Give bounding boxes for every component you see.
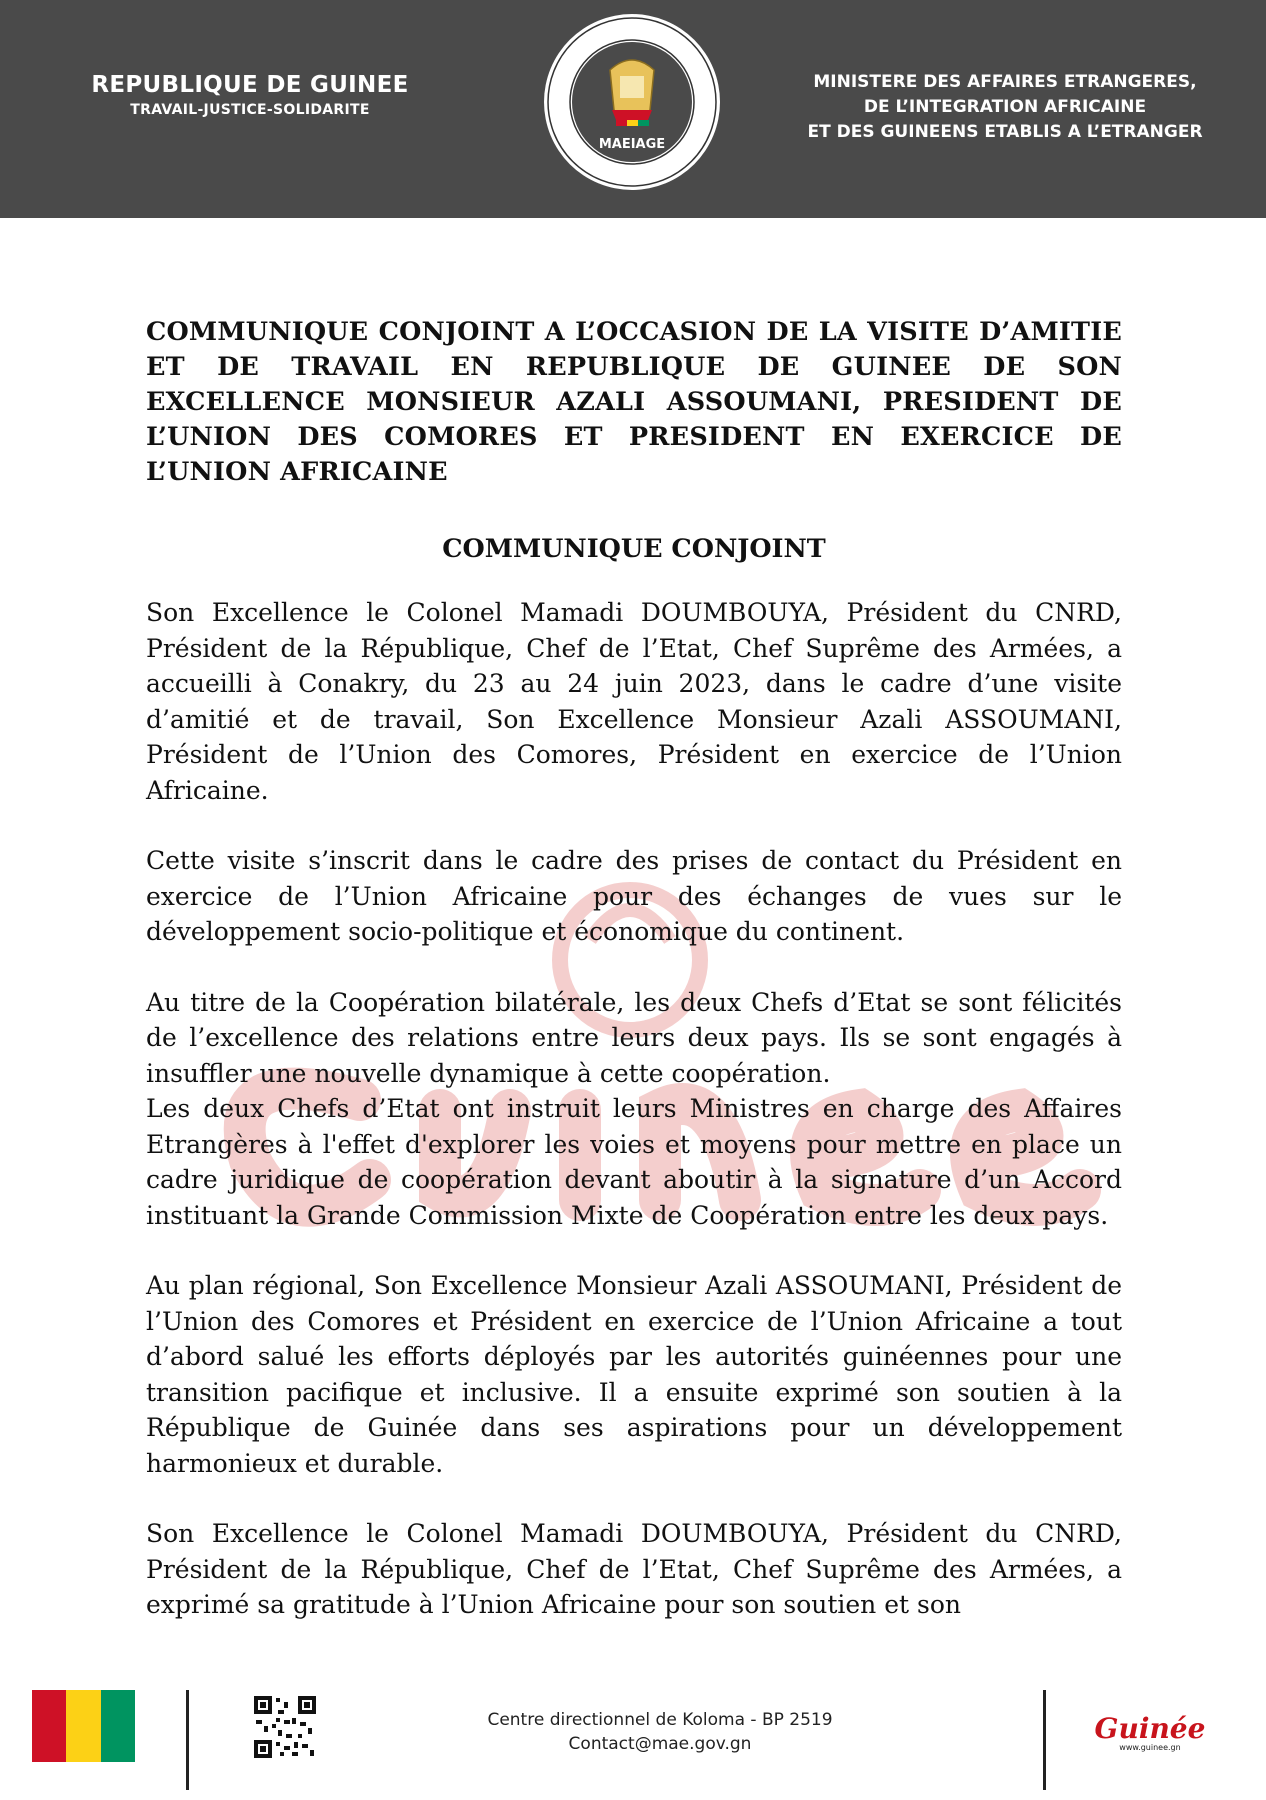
republic-motto: TRAVAIL-JUSTICE-SOLIDARITE: [130, 102, 370, 118]
footer-email-link[interactable]: Contact@mae.gov.gn: [568, 1734, 752, 1754]
ministry-block: [790, 70, 1220, 145]
paragraph-1: Son Excellence le Colonel Mamadi DOUMBOUYA, Président du CNRD, Président de la République, Chef de l’Etat, Chef Suprême des Armées, a accueilli à Conakry, du 23 au 24 juin 2023, dans le cadre d’une visite d’amitié et de travail, Son Excellence Monsieur Azali ASSOUMANI, Président de l’Union des Comores, Président en exercice de l’Union Africaine.: [146, 598, 1122, 805]
ministry-seal-icon: [540, 10, 724, 194]
footer-divider-left: [186, 1690, 189, 1790]
ministry-line-1: MINISTERE DES AFFAIRES ETRANGERES,: [813, 72, 1197, 92]
document-subtitle: COMMUNIQUE CONJOINT: [442, 534, 826, 564]
guinea-flag-icon: [32, 1690, 135, 1762]
footer-divider-right: [1043, 1690, 1046, 1790]
brand-url-link[interactable]: www.guinee.gn: [1119, 1743, 1181, 1752]
ministry-line-2: DE L’INTEGRATION AFRICAINE: [863, 97, 1147, 117]
paragraph-4: Les deux Chefs d’Etat ont instruit leurs Ministres en charge des Affaires Etrangères à l'effet d'explorer les voies et moyens pour mettre en place un cadre juridique de coopération devant aboutir à la signature d’un Accord instituant la Grande Commission Mixte de Coopération entre les deux pays.: [146, 1094, 1122, 1230]
guinee-brand-logo: [1085, 1712, 1215, 1752]
page-header: [0, 0, 1266, 218]
republic-title: REPUBLIQUE DE GUINEE: [91, 72, 409, 98]
paragraph-3: Au titre de la Coopération bilatérale, les deux Chefs d’Etat se sont félicités de l’excellence des relations entre leurs deux pays. Ils se sont engagés à insuffler une nouvelle dynamique à cette coopération.: [146, 987, 1122, 1088]
document-title: COMMUNIQUE CONJOINT A L’OCCASION DE LA VISITE D’AMITIE ET DE TRAVAIL EN REPUBLIQUE DE GUINEE DE SON EXCELLENCE MONSIEUR AZALI ASSOUMANI, PRESIDENT DE L’UNION DES COMORES ET PRESIDENT EN EXERCICE DE L’UNION AFRICAINE: [146, 317, 1122, 487]
ministry-line-3: ET DES GUINEENS ETABLIS A L’ETRANGER: [807, 122, 1203, 142]
paragraph-6: Son Excellence le Colonel Mamadi DOUMBOUYA, Président du CNRD, Président de la République, Chef de l’Etat, Chef Suprême des Armées, a exprimé sa gratitude à l’Union Africaine pour son soutien et son: [146, 1519, 1122, 1619]
qr-code-icon: [252, 1694, 318, 1760]
document-body: [146, 315, 1122, 1658]
republic-block: [60, 72, 440, 118]
footer-contact-block: [420, 1708, 900, 1756]
paragraph-2: Cette visite s’inscrit dans le cadre des prises de contact du Président en exercice de l’Union Africaine pour des échanges de vues sur le développement socio-politique et économique du continent.: [146, 846, 1122, 946]
paragraph-5: Au plan régional, Son Excellence Monsieur Azali ASSOUMANI, Président de l’Union des Comores et Président en exercice de l’Union Africaine a tout d’abord salué les efforts déployés par les autorités guinéennes pour une transition pacifique et inclusive. Il a ensuite exprimé son soutien à la République de Guinée dans ses aspirations pour un développement harmonieux et durable.: [146, 1271, 1122, 1478]
seal-label: MAEIAGE: [598, 137, 666, 152]
brand-name: Guinée: [1094, 1712, 1206, 1745]
footer-address: Centre directionnel de Koloma - BP 2519: [487, 1710, 833, 1730]
